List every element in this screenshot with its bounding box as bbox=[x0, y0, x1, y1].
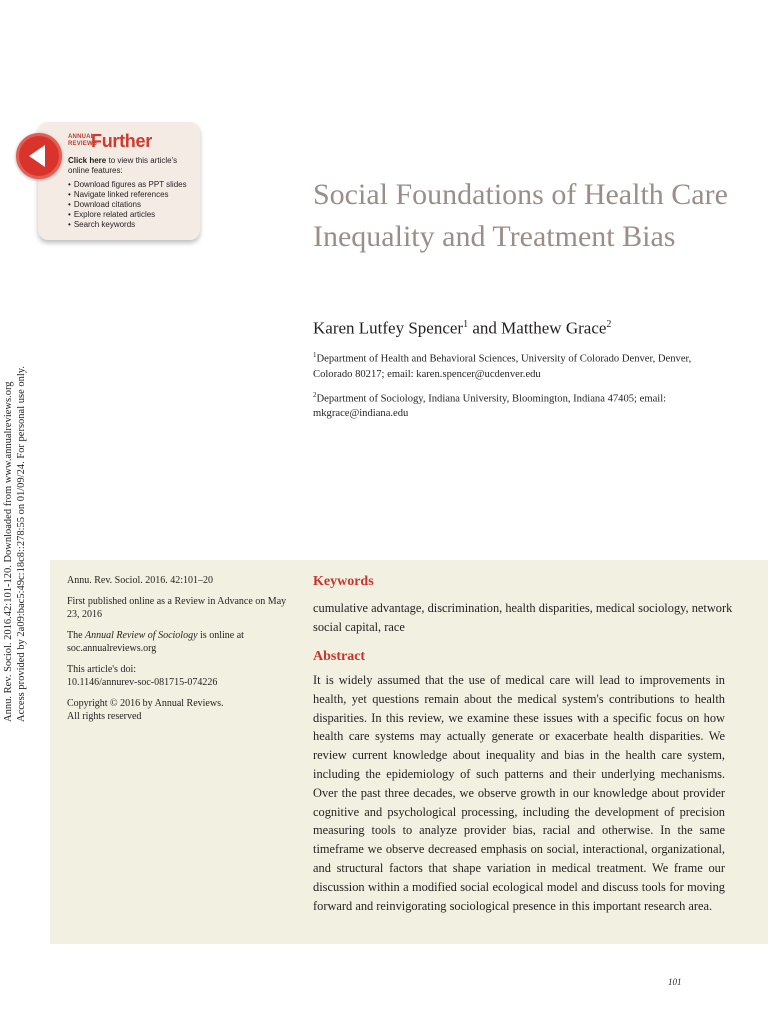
abstract-heading: Abstract bbox=[313, 649, 366, 664]
author-join: and bbox=[468, 318, 502, 338]
journal-online: The Annual Review of Sociology is online at soc.annualreviews.org bbox=[67, 630, 244, 654]
author-1-mark: 1 bbox=[463, 319, 469, 330]
download-stamp bbox=[2, 292, 28, 722]
abstract-text: It is widely assumed that the use of medical care will lead to improvements in health, yet questions remain about the medical system's contributions to health disparities. In this review, we examine these issues with a specific focus on how health care systems may actually generate or exacerbate health disparities. We review current knowledge about inequality and bias in the health care system, including the epidemiology of such patterns and their underlying mechanisms. Over the past three decades, we observe growth in our knowledge about provider cognitive and psychological processing, including the development of precision measuring tools to analyze provider bias, racial and otherwise. In the same timeframe we observe decreased emphasis on social, interactional, organizational, and structural factors that shape variation in medical treatment. We frame our discussion within a modified social ecological model and discuss tools for moving forward and reinvigorating sociological presence in this important research area. bbox=[313, 673, 725, 913]
further-arrow-icon[interactable] bbox=[16, 133, 62, 179]
doi-block: This article's doi: 10.1146/annurev-soc-081715-074226 bbox=[67, 664, 218, 688]
further-intro bbox=[68, 156, 194, 175]
authors bbox=[313, 314, 733, 340]
annual-reviews-brand: ANNUAL REVIEWS bbox=[68, 134, 98, 147]
further-features-list bbox=[68, 180, 198, 230]
doi-link[interactable]: 10.1146/annurev-soc-081715-074226 bbox=[67, 677, 218, 688]
feature-item[interactable]: • Explore related articles bbox=[68, 210, 198, 220]
author-1: Karen Lutfey Spencer bbox=[313, 318, 464, 338]
page-number: 101 bbox=[668, 977, 682, 987]
author-2: Matthew Grace bbox=[501, 318, 607, 338]
article-title: Social Foundations of Health Care Inequality and Treatment Bias bbox=[313, 178, 728, 253]
article-meta bbox=[67, 574, 287, 731]
further-intro-text: to view this article's online features: bbox=[68, 156, 178, 175]
affiliations bbox=[313, 348, 713, 427]
first-published: First published online as a Review in Advance on May 23, 2016 bbox=[67, 596, 287, 620]
click-here-link[interactable]: Click here bbox=[68, 156, 107, 165]
affiliation-2: $^2$Department of Sociology, Indiana University, Bloomington, Indiana 47405; email: mkgrace@indiana.edu bbox=[313, 390, 667, 420]
further-heading: Further bbox=[91, 131, 152, 151]
affiliation-1: $^1$Department of Health and Behavioral Sciences, University of Colorado Denver, Denver, Colorado 80217; email: karen.spencer@ucdenver.edu bbox=[313, 351, 692, 380]
feature-item[interactable]: • Download figures as PPT slides bbox=[68, 180, 198, 190]
keywords-text: cumulative advantage, discrimination, health disparities, medical sociology, network social capital, race bbox=[313, 601, 733, 634]
download-stamp-line1: Annu. Rev. Sociol. 2016.42:101-120. Downloaded from www.annualreviews.org bbox=[3, 381, 14, 722]
copyright: Copyright © 2016 by Annual Reviews. All rights reserved bbox=[67, 698, 224, 722]
citation: Annu. Rev. Sociol. 2016. 42:101–20 bbox=[67, 575, 214, 586]
keywords-heading: Keywords bbox=[313, 574, 374, 589]
author-2-mark: 2 bbox=[606, 319, 612, 330]
feature-item[interactable]: • Download citations bbox=[68, 200, 198, 210]
download-stamp-line2: Access provided by 2a09:bac5:49c:18c8::278:55 on 01/09/24. For personal use only. bbox=[16, 366, 27, 722]
feature-item[interactable]: • Navigate linked references bbox=[68, 190, 198, 200]
journal-name: Annual Review of Sociology bbox=[85, 630, 198, 641]
feature-item[interactable]: • Search keywords bbox=[68, 220, 198, 230]
